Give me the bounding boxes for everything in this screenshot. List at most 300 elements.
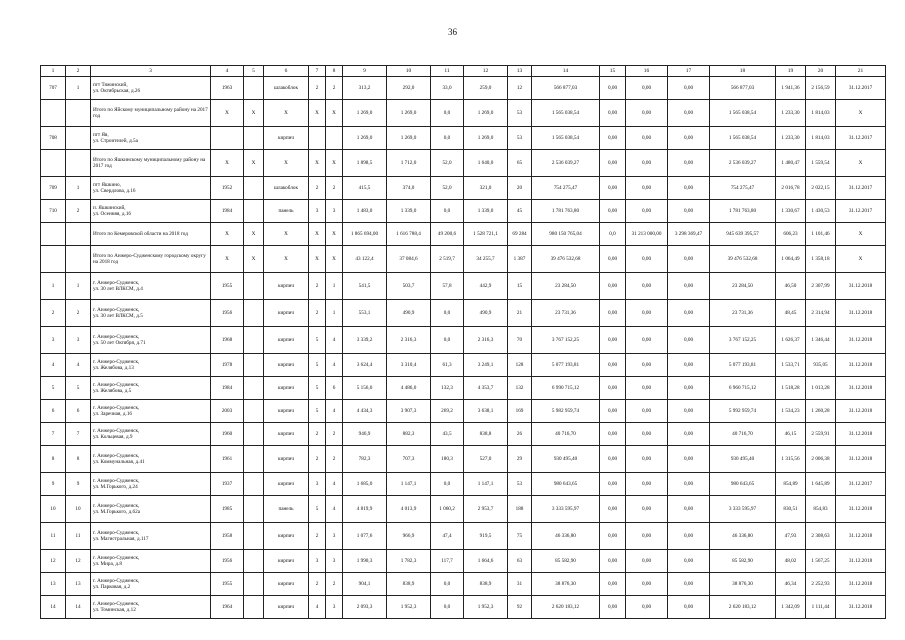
table-cell: 180,3 bbox=[431, 446, 464, 473]
table-cell: 63 bbox=[508, 550, 532, 573]
table-cell: 0,00 bbox=[668, 273, 710, 300]
table-cell: 1 865 694,00 bbox=[343, 223, 387, 246]
table-cell: 5 bbox=[309, 400, 326, 423]
table-cell: 2 536 039,27 bbox=[710, 150, 776, 177]
table-cell: 46 336,80 bbox=[532, 523, 600, 550]
table-cell: X bbox=[326, 246, 343, 273]
column-number-10: 10 bbox=[387, 66, 431, 77]
table-cell: 930 495,40 bbox=[710, 446, 776, 473]
table-cell: 0,00 bbox=[626, 573, 668, 596]
table-row bbox=[41, 200, 886, 223]
table-cell: 0,00 bbox=[668, 246, 710, 273]
table-cell: 2 bbox=[309, 273, 326, 300]
table-cell: 4 bbox=[41, 354, 66, 377]
table-cell: 1 640,0 bbox=[464, 150, 508, 177]
table-cell: 31.12.2018 bbox=[836, 400, 886, 423]
table-cell: 37 084,6 bbox=[387, 246, 431, 273]
table-cell: 1 269,0 bbox=[343, 100, 387, 127]
table-cell bbox=[244, 573, 264, 596]
table-cell: 11 bbox=[66, 523, 91, 550]
table-row bbox=[41, 300, 886, 327]
table-cell: 40 716,70 bbox=[532, 423, 600, 446]
table-cell: кирпич bbox=[264, 400, 309, 423]
table-cell bbox=[326, 127, 343, 150]
address-cell: Итого по Анжеро-Судженскому городскому округу на 2018 год bbox=[91, 246, 211, 273]
table-cell: 13 bbox=[41, 573, 66, 596]
table-cell: 0,00 bbox=[668, 596, 710, 619]
table-cell: 1956 bbox=[211, 550, 244, 573]
column-number-3: 3 bbox=[91, 66, 211, 77]
table-cell: 0,00 bbox=[600, 446, 626, 473]
table-cell: 2 519,7 bbox=[431, 246, 464, 273]
table-cell: 3 bbox=[309, 200, 326, 223]
table-cell: кирпич bbox=[264, 354, 309, 377]
table-cell: 1 781 763,80 bbox=[710, 200, 776, 223]
table-cell: 0,00 bbox=[626, 596, 668, 619]
table-cell: 31.12.2017 bbox=[836, 473, 886, 496]
table-cell: 1984 bbox=[211, 377, 244, 400]
table-cell: 3 339,2 bbox=[343, 327, 387, 354]
table-cell: 132 bbox=[508, 377, 532, 400]
column-number-19: 19 bbox=[776, 66, 806, 77]
table-cell: 75 bbox=[508, 523, 532, 550]
table-cell: 23 284,50 bbox=[710, 273, 776, 300]
table-cell: 269,2 bbox=[431, 400, 464, 423]
table-cell: 1 342,09 bbox=[776, 596, 806, 619]
table-cell: 169 bbox=[508, 400, 532, 423]
table-cell: 5 982 959,74 bbox=[532, 400, 600, 423]
table-cell: 0,00 bbox=[668, 300, 710, 327]
address-cell: г. Анжеро-Судженск, ул. Коммунальная, д.41 bbox=[91, 446, 211, 473]
table-cell: 3 638,1 bbox=[464, 400, 508, 423]
table-cell: 1 346,44 bbox=[806, 327, 836, 354]
table-cell: 31 bbox=[508, 573, 532, 596]
table-cell: 0,00 bbox=[668, 200, 710, 223]
table-cell: панель bbox=[264, 496, 309, 523]
table-cell: X bbox=[836, 223, 886, 246]
table-cell: 31.12.2018 bbox=[836, 423, 886, 446]
table-cell: 0,00 bbox=[668, 400, 710, 423]
table-cell: 0,00 bbox=[626, 100, 668, 127]
table-cell: 3 249,1 bbox=[464, 354, 508, 377]
table-cell: 0,00 bbox=[600, 573, 626, 596]
column-number-20: 20 bbox=[806, 66, 836, 77]
table-cell: 0,00 bbox=[600, 523, 626, 550]
table-cell: 2 156,59 bbox=[806, 77, 836, 100]
column-number-4: 4 bbox=[211, 66, 244, 77]
table-cell: X bbox=[264, 223, 309, 246]
table-cell: 57,8 bbox=[431, 273, 464, 300]
table-cell: шлакоблок bbox=[264, 77, 309, 100]
table-cell: 1 898,5 bbox=[343, 150, 387, 177]
table-cell: 0,00 bbox=[600, 423, 626, 446]
table-cell: 5 156,0 bbox=[343, 377, 387, 400]
table-cell: 0,00 bbox=[600, 496, 626, 523]
table-cell: 31.12.2018 bbox=[836, 273, 886, 300]
table-cell: 3 bbox=[326, 550, 343, 573]
table-cell: 69 284 bbox=[508, 223, 532, 246]
table-cell: 65 bbox=[508, 150, 532, 177]
table-cell: 92 bbox=[508, 596, 532, 619]
table-cell: 14 bbox=[41, 596, 66, 619]
table-cell: X bbox=[836, 246, 886, 273]
table-cell: 710 bbox=[41, 200, 66, 223]
table-cell: 31.12.2017 bbox=[836, 77, 886, 100]
table-cell: 29 bbox=[508, 446, 532, 473]
table-cell: 5 bbox=[66, 377, 91, 400]
table-cell: 46,34 bbox=[776, 573, 806, 596]
table-cell: 1 712,0 bbox=[387, 150, 431, 177]
table-cell: 930 495,40 bbox=[532, 446, 600, 473]
column-number-14: 14 bbox=[532, 66, 600, 77]
table-cell: 0,00 bbox=[600, 150, 626, 177]
column-number-9: 9 bbox=[343, 66, 387, 77]
table-cell: 11 bbox=[41, 523, 66, 550]
table-cell: 23 284,50 bbox=[532, 273, 600, 300]
table-cell: 0,00 bbox=[600, 200, 626, 223]
table-cell: 10 bbox=[41, 496, 66, 523]
table-cell: 0,00 bbox=[626, 77, 668, 100]
table-cell: 0,00 bbox=[600, 300, 626, 327]
column-number-16: 16 bbox=[626, 66, 668, 77]
table-cell: 1 814,03 bbox=[806, 100, 836, 127]
table-cell bbox=[244, 377, 264, 400]
column-number-18: 18 bbox=[710, 66, 776, 77]
table-cell: 0,00 bbox=[626, 150, 668, 177]
table-cell: 43 122,4 bbox=[343, 246, 387, 273]
table-cell: шлакоблок bbox=[264, 177, 309, 200]
table-cell: 2003 bbox=[211, 400, 244, 423]
table-cell: 0,00 bbox=[626, 473, 668, 496]
table-cell: 1 233,30 bbox=[776, 100, 806, 127]
table-cell: 12 bbox=[508, 77, 532, 100]
table-cell: 1 339,0 bbox=[387, 200, 431, 223]
table-cell: X bbox=[211, 100, 244, 127]
address-cell: г. Анжеро-Судженск, ул. Заречная, д.16 bbox=[91, 400, 211, 423]
table-cell: 0,00 bbox=[626, 400, 668, 423]
table-cell: 0,0 bbox=[431, 127, 464, 150]
table-cell bbox=[66, 127, 91, 150]
table-cell: 2 bbox=[309, 573, 326, 596]
table-cell: кирпич bbox=[264, 300, 309, 327]
table-cell: 1 616 788,4 bbox=[387, 223, 431, 246]
table-cell: 980 643,65 bbox=[710, 473, 776, 496]
table-cell: 321,0 bbox=[464, 177, 508, 200]
table-cell: 2 bbox=[309, 523, 326, 550]
table-cell: 3 298 369,47 bbox=[668, 223, 710, 246]
table-row bbox=[41, 496, 886, 523]
table-cell: 2 bbox=[326, 177, 343, 200]
table-cell: 754 275,47 bbox=[710, 177, 776, 200]
table-cell: 1 990,3 bbox=[343, 550, 387, 573]
table-cell: 10 bbox=[66, 496, 91, 523]
table-cell: 2 bbox=[309, 77, 326, 100]
table-cell: 0,00 bbox=[668, 150, 710, 177]
table-cell: 23 731,36 bbox=[710, 300, 776, 327]
column-number-7: 7 bbox=[309, 66, 326, 77]
address-cell: пгт Яя, ул. Строителей, д.5а bbox=[91, 127, 211, 150]
table-cell: 0,0 bbox=[431, 473, 464, 496]
table-cell: 1 077,6 bbox=[343, 523, 387, 550]
table-cell bbox=[41, 246, 66, 273]
table-cell: X bbox=[309, 246, 326, 273]
table-cell: 0,00 bbox=[600, 550, 626, 573]
table-cell: 0,00 bbox=[668, 423, 710, 446]
table-cell: 966,9 bbox=[387, 523, 431, 550]
table-cell: 1 565 038,54 bbox=[710, 127, 776, 150]
table-cell: 0,00 bbox=[626, 423, 668, 446]
table-cell: 1 559,54 bbox=[806, 150, 836, 177]
table-cell: 854,83 bbox=[806, 496, 836, 523]
table-cell bbox=[244, 496, 264, 523]
table-cell: 980 643,65 bbox=[532, 473, 600, 496]
table-cell: 0,00 bbox=[600, 273, 626, 300]
table-cell: 919,5 bbox=[464, 523, 508, 550]
table-cell: 5 bbox=[309, 327, 326, 354]
table-cell: 0,00 bbox=[668, 127, 710, 150]
table-cell: 3 bbox=[41, 327, 66, 354]
table-cell bbox=[244, 400, 264, 423]
table-cell: 1 147,1 bbox=[464, 473, 508, 496]
table-cell: 4 bbox=[326, 354, 343, 377]
table-row bbox=[41, 100, 886, 127]
table-cell: 2 bbox=[309, 446, 326, 473]
table-cell: 838,8 bbox=[464, 423, 508, 446]
table-cell: 606,23 bbox=[776, 223, 806, 246]
table-cell: 945 639 395,57 bbox=[710, 223, 776, 246]
table-cell: 1 bbox=[326, 273, 343, 300]
table-cell: 4 434,3 bbox=[343, 400, 387, 423]
address-cell: г. Анжеро-Судженск, ул. М.Горького, д.24 bbox=[91, 473, 211, 496]
table-cell: 1 233,30 bbox=[776, 127, 806, 150]
table-cell: 980 150 765,04 bbox=[532, 223, 600, 246]
table-row bbox=[41, 127, 886, 150]
table-cell: 6 960 715,12 bbox=[710, 377, 776, 400]
table-cell: 2 307,99 bbox=[806, 273, 836, 300]
table-cell bbox=[211, 127, 244, 150]
table-cell: 5 bbox=[41, 377, 66, 400]
table-cell: 31.12.2018 bbox=[836, 523, 886, 550]
table-cell: 0,00 bbox=[626, 550, 668, 573]
table-cell: 490,9 bbox=[464, 300, 508, 327]
table-cell: 1 952,3 bbox=[464, 596, 508, 619]
table-row bbox=[41, 327, 886, 354]
table-cell: 23 731,36 bbox=[532, 300, 600, 327]
table-cell: 1 430,53 bbox=[806, 200, 836, 223]
table-cell: 2 252,93 bbox=[806, 573, 836, 596]
table-cell: 2 022,15 bbox=[806, 177, 836, 200]
table-cell: 1 269,0 bbox=[387, 127, 431, 150]
table-cell: 707 bbox=[41, 77, 66, 100]
table-cell: 374,0 bbox=[387, 177, 431, 200]
table-cell: 1 565 038,54 bbox=[710, 100, 776, 127]
address-cell: Итого по Яшкинскому муниципальному району на 2017 год bbox=[91, 150, 211, 177]
table-cell: 53 bbox=[508, 127, 532, 150]
table-cell: 527,0 bbox=[464, 446, 508, 473]
table-cell bbox=[244, 596, 264, 619]
table-cell: 1 685,0 bbox=[343, 473, 387, 496]
table-cell: 3 bbox=[309, 473, 326, 496]
table-cell: 1 339,0 bbox=[464, 200, 508, 223]
table-cell: 4 bbox=[66, 354, 91, 377]
table-cell: 31 213 000,00 bbox=[626, 223, 668, 246]
column-number-8: 8 bbox=[326, 66, 343, 77]
table-cell: 9 bbox=[41, 473, 66, 496]
address-cell: г. Анжеро-Судженск, ул. 50 лет Октября, д.71 bbox=[91, 327, 211, 354]
table-cell: 0,00 bbox=[668, 523, 710, 550]
table-cell: 47,4 bbox=[431, 523, 464, 550]
address-cell: п. Яшкинский, ул. Осенняя, д.16 bbox=[91, 200, 211, 223]
table-cell bbox=[244, 550, 264, 573]
table-cell: 838,9 bbox=[387, 573, 431, 596]
table-cell: 0,00 bbox=[600, 77, 626, 100]
table-cell: 1952 bbox=[211, 177, 244, 200]
table-cell: 2 093,3 bbox=[343, 596, 387, 619]
table-cell: 566 877,03 bbox=[532, 77, 600, 100]
table-cell: 0,00 bbox=[668, 100, 710, 127]
table-cell: 117,7 bbox=[431, 550, 464, 573]
table-cell: 1 565 038,54 bbox=[532, 127, 600, 150]
table-cell: 1956 bbox=[211, 300, 244, 327]
address-cell: г. Анжеро-Судженск, ул. 30 лет ВЛКСМ, д.4 bbox=[91, 273, 211, 300]
table-cell: 2 316,3 bbox=[387, 327, 431, 354]
table-cell: 5 bbox=[309, 377, 326, 400]
table-cell: 0,00 bbox=[626, 446, 668, 473]
table-cell: 0,00 bbox=[626, 523, 668, 550]
table-cell: 31.12.2017 bbox=[836, 177, 886, 200]
table-cell bbox=[41, 150, 66, 177]
table-cell: X bbox=[326, 223, 343, 246]
table-cell: 8 bbox=[66, 446, 91, 473]
table-cell: 0,00 bbox=[668, 473, 710, 496]
address-cell: г. Анжеро-Судженск, ул. Кольцевая, д.9 bbox=[91, 423, 211, 446]
table-cell: 5 992 959,74 bbox=[710, 400, 776, 423]
table-cell: 3 767 152,25 bbox=[532, 327, 600, 354]
table-cell: 882,3 bbox=[387, 423, 431, 446]
table-row bbox=[41, 473, 886, 496]
table-cell: 49 200,6 bbox=[431, 223, 464, 246]
table-cell bbox=[244, 354, 264, 377]
table-cell: 21 bbox=[508, 300, 532, 327]
table-cell: 1 269,0 bbox=[464, 127, 508, 150]
table-cell: 707,3 bbox=[387, 446, 431, 473]
table-cell: 0,00 bbox=[626, 354, 668, 377]
table-cell: 0,00 bbox=[600, 127, 626, 150]
table-cell: 13 bbox=[66, 573, 91, 596]
table-cell: 2 bbox=[66, 200, 91, 223]
table-cell: 45 bbox=[508, 200, 532, 223]
table-cell: 1978 bbox=[211, 354, 244, 377]
table-cell: 3 624,4 bbox=[343, 354, 387, 377]
table-cell: 0,0 bbox=[431, 100, 464, 127]
table-cell: 503,7 bbox=[387, 273, 431, 300]
table-cell: 2 bbox=[326, 423, 343, 446]
table-cell: 0,00 bbox=[668, 354, 710, 377]
table-cell: 259,0 bbox=[464, 77, 508, 100]
table-cell: 2 bbox=[326, 446, 343, 473]
table-cell: 31.12.2018 bbox=[836, 596, 886, 619]
address-cell: г. Анжеро-Судженск, ул. Магистральная, д.117 bbox=[91, 523, 211, 550]
table-cell: 0,00 bbox=[600, 400, 626, 423]
table-cell bbox=[66, 223, 91, 246]
table-cell: X bbox=[244, 100, 264, 127]
table-cell: 4 486,0 bbox=[387, 377, 431, 400]
address-cell: Итого по Кемеровской области на 2018 год bbox=[91, 223, 211, 246]
table-cell: 553,1 bbox=[343, 300, 387, 327]
table-cell: 8 bbox=[41, 446, 66, 473]
table-cell: 0,00 bbox=[668, 327, 710, 354]
table-cell: 415,5 bbox=[343, 177, 387, 200]
table-cell: 9 bbox=[66, 473, 91, 496]
table-cell: X bbox=[309, 223, 326, 246]
address-cell: Итого по Яйскому муниципальному району на 2017 год bbox=[91, 100, 211, 127]
table-cell: 2 559,91 bbox=[806, 423, 836, 446]
table-cell: 0,00 bbox=[626, 327, 668, 354]
table-cell bbox=[244, 77, 264, 100]
table-cell: 31.12.2018 bbox=[836, 573, 886, 596]
table-cell: 1 358,18 bbox=[806, 246, 836, 273]
address-cell: г. Анжеро-Судженск, ул. Мира, д.8 bbox=[91, 550, 211, 573]
table-cell: 6 bbox=[66, 400, 91, 423]
table-cell: 1 645,89 bbox=[806, 473, 836, 496]
table-cell: кирпич bbox=[264, 377, 309, 400]
table-cell: 709 bbox=[41, 177, 66, 200]
table-cell: X bbox=[211, 223, 244, 246]
table-cell: 313,2 bbox=[343, 77, 387, 100]
header-row bbox=[41, 66, 886, 77]
table-cell: кирпич bbox=[264, 523, 309, 550]
address-cell: пгт Яшкино, ул. Свердлова, д.16 bbox=[91, 177, 211, 200]
table-cell: кирпич bbox=[264, 550, 309, 573]
column-number-21: 21 bbox=[836, 66, 886, 77]
table-cell: 20 bbox=[508, 177, 532, 200]
table-cell: 2 006,38 bbox=[806, 446, 836, 473]
table-cell: 46,50 bbox=[776, 273, 806, 300]
table-cell: 708 bbox=[41, 127, 66, 150]
table-cell bbox=[244, 200, 264, 223]
table-cell: 0,00 bbox=[668, 446, 710, 473]
table-cell: 3 bbox=[326, 523, 343, 550]
table-row bbox=[41, 273, 886, 300]
table-cell: 15 bbox=[508, 273, 532, 300]
table-cell: 33,0 bbox=[431, 77, 464, 100]
table-cell: 3 bbox=[326, 596, 343, 619]
table-cell: 1955 bbox=[211, 273, 244, 300]
table-cell: 754 275,47 bbox=[532, 177, 600, 200]
table-cell: 1 013,28 bbox=[806, 377, 836, 400]
table-cell: 4 bbox=[326, 496, 343, 523]
table-cell bbox=[244, 523, 264, 550]
table-cell: 1960 bbox=[211, 423, 244, 446]
column-number-13: 13 bbox=[508, 66, 532, 77]
table-cell: 0,00 bbox=[626, 300, 668, 327]
table-cell: 14 bbox=[66, 596, 91, 619]
table-cell: 1 260,28 bbox=[806, 400, 836, 423]
table-cell: X bbox=[836, 150, 886, 177]
table-cell: X bbox=[264, 150, 309, 177]
table-cell: 0,00 bbox=[600, 327, 626, 354]
table-cell bbox=[244, 177, 264, 200]
table-cell: 0,00 bbox=[668, 550, 710, 573]
table-cell: 1 bbox=[326, 300, 343, 327]
table-cell: 6 bbox=[41, 400, 66, 423]
table-cell: 38 876,30 bbox=[532, 573, 600, 596]
table-cell: 52,0 bbox=[431, 150, 464, 177]
table-cell: 1 941,36 bbox=[776, 77, 806, 100]
table-cell: 2 314,94 bbox=[806, 300, 836, 327]
column-number-15: 15 bbox=[600, 66, 626, 77]
table-cell: 1984 bbox=[211, 200, 244, 223]
